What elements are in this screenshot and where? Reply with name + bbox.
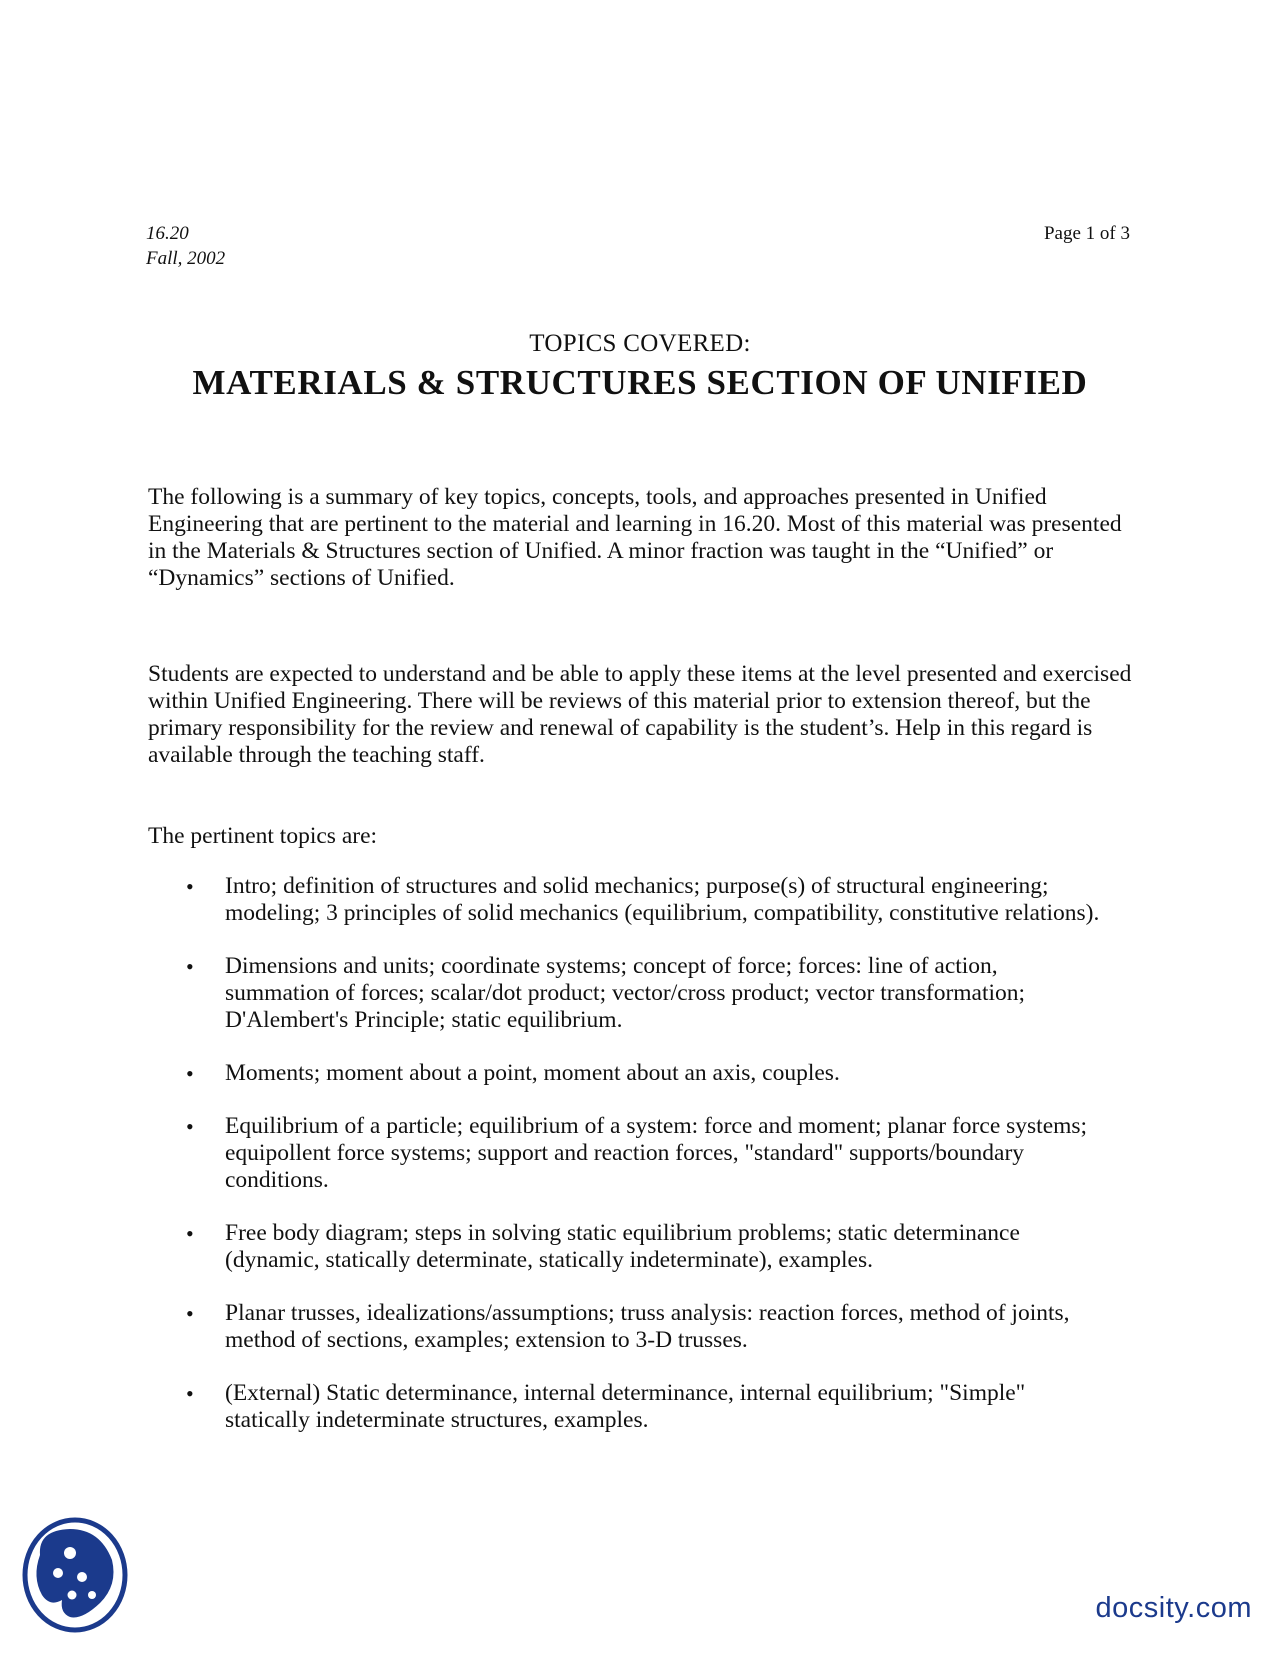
topic-item [0,1220,1105,1274]
term-date: Fall, 2002 [146,248,226,269]
topics-list [0,873,1280,1460]
topic-text: Planar trusses, idealizations/assumptions; truss analysis: reaction forces, method of joints, method of sections, examples; extension to 3-D trusses. [225,1300,1070,1353]
document-subtitle: TOPICS COVERED: [529,330,751,357]
topic-item [0,953,1105,1034]
topic-item [0,1113,1105,1194]
bullet-icon: • [186,1301,194,1326]
bullet-icon: • [186,874,194,899]
intro-paragraph: The following is a summary of key topics, concepts, tools, and approaches presented in Unified Engineering that are pertinent to the material and learning in 16.20. Most of this material was presented in the Materials & Structures section of Unified. A minor fraction was taught in the “Unified” or “Dynamics” sections of Unified. [148,484,1122,591]
page-number: Page 1 of 3 [1043,223,1130,244]
topic-text: Equilibrium of a particle; equilibrium of a system: force and moment; planar force systems; equipollent force systems; support and reaction forces, "standard" supports/boundary conditions. [225,1113,1088,1193]
bullet-icon: • [186,1061,194,1086]
bullet-icon: • [186,954,194,979]
topic-item [0,1380,1105,1434]
topic-item [0,873,1105,927]
topic-text: Free body diagram; steps in solving static equilibrium problems; static determinance (dynamic, statically determinate, statically indeterminate), examples. [225,1220,1020,1273]
topic-item [0,1060,1105,1087]
course-number: 16.20 [146,223,189,244]
topic-text: (External) Static determinance, internal determinance, internal equilibrium; "Simple" statically indeterminate structures, examples. [225,1380,1026,1433]
expectations-paragraph: Students are expected to understand and be able to apply these items at the level presented and exercised within Unified Engineering. There will be reviews of this material prior to extension thereof, but the primary responsibility for the review and renewal of capability is the student’s. Help in this regard is available through the teaching staff. [148,661,1132,768]
topic-text: Moments; moment about a point, moment about an axis, couples. [225,1060,840,1086]
docsity-logo-icon[interactable] [20,1515,130,1635]
topic-text: Dimensions and units; coordinate systems; concept of force; forces: line of action, summation of forces; scalar/dot product; vector/cross product; vector transformation; D'Alembert's Principle; static equilibrium. [225,953,1026,1033]
document-title: MATERIALS & STRUCTURES SECTION OF UNIFIED [192,363,1088,402]
topic-text: Intro; definition of structures and solid mechanics; purpose(s) of structural engineering; modeling; 3 principles of solid mechanics (equilibrium, compatibility, constitutive relations). [225,873,1100,926]
bullet-icon: • [186,1221,194,1246]
topic-item [0,1300,1105,1354]
bullet-icon: • [186,1114,194,1139]
bullet-icon: • [186,1381,194,1406]
docsity-watermark[interactable]: docsity.com [1095,1592,1252,1624]
topics-lead-in: The pertinent topics are: [148,823,378,849]
